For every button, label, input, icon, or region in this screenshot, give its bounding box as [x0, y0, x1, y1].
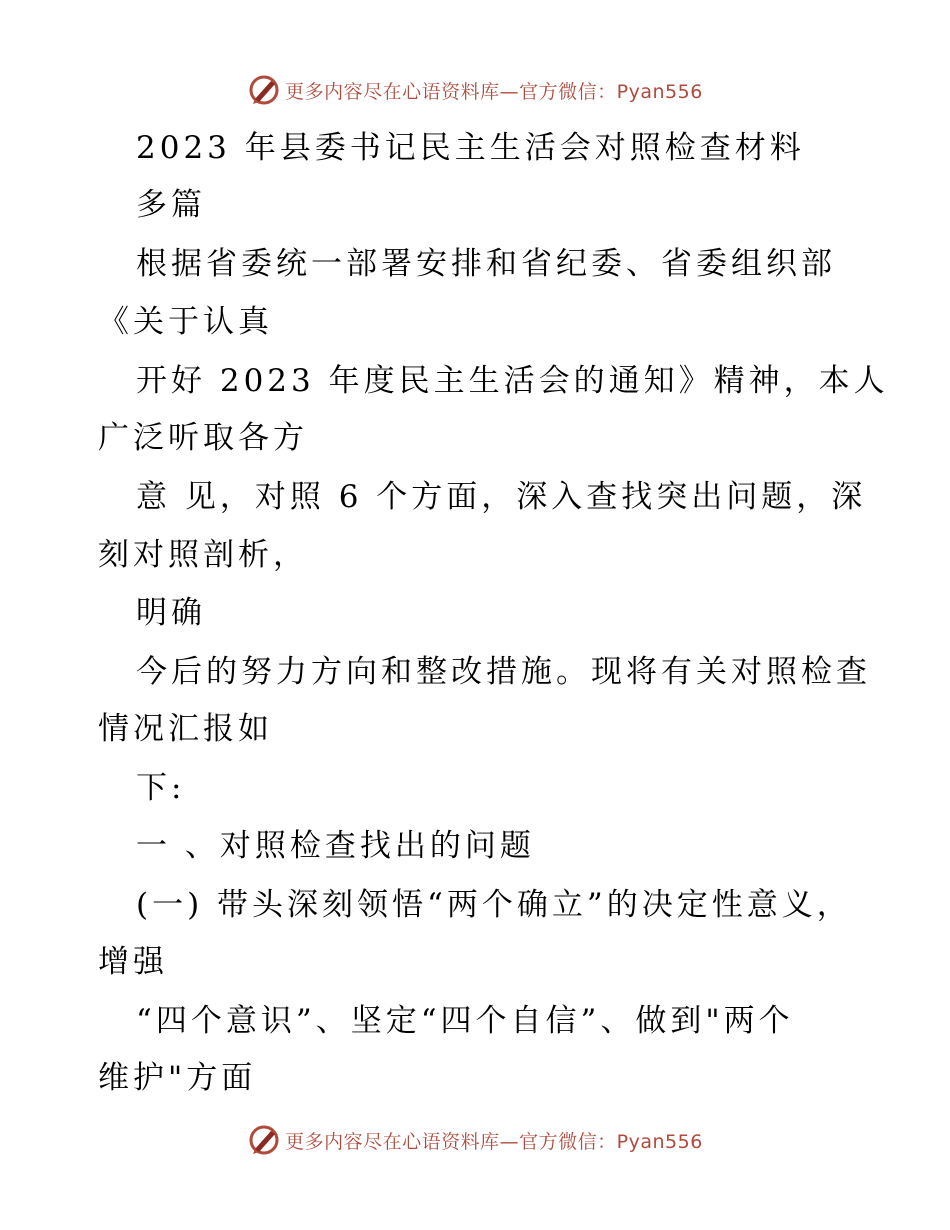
paragraph-line: 今后的努力方向和整改措施。现将有关对照检查: [136, 654, 871, 690]
paragraph-line: 广泛听取各方: [98, 420, 308, 456]
paragraph-line: 《关于认真: [98, 304, 273, 340]
paragraph-line: 意 见，对照 6 个方面，深入查找突出问题，深: [136, 479, 867, 515]
watermark-text: 更多内容尽在心语资料库—官方微信：Pyan556: [285, 1130, 703, 1153]
paragraph-line: 刻对照剖析，: [98, 537, 308, 573]
paragraph-line: 维护"方面: [98, 1060, 257, 1096]
doc-title-line-2: 多篇: [136, 187, 206, 223]
watermark-text: 更多内容尽在心语资料库—官方微信：Pyan556: [285, 80, 703, 103]
paragraph-line: 根据省委统一部署安排和省纪委、省委组织部: [136, 246, 836, 282]
subsection-heading: (一) 带头深刻领悟“两个确立”的决定性意义，: [136, 887, 852, 923]
paragraph-line: 明确: [136, 595, 206, 631]
footer-watermark: [0, 1120, 950, 1160]
paragraph-line: 下:: [136, 770, 186, 806]
paragraph-line: 情况汇报如: [98, 711, 273, 747]
doc-title-line: 2023 年县委书记民主生活会对照检查材料: [136, 130, 805, 166]
paragraph-line: 开好 2023 年度民主生活会的通知》精神，本人: [136, 363, 889, 399]
section-heading: 一 、对照检查找出的问题: [136, 828, 535, 864]
paragraph-line: 增强: [98, 944, 168, 980]
paragraph-line: “四个意识”、坚定“四个自信”、做到"两个: [136, 1003, 794, 1039]
pen-logo-icon: [247, 1123, 281, 1157]
